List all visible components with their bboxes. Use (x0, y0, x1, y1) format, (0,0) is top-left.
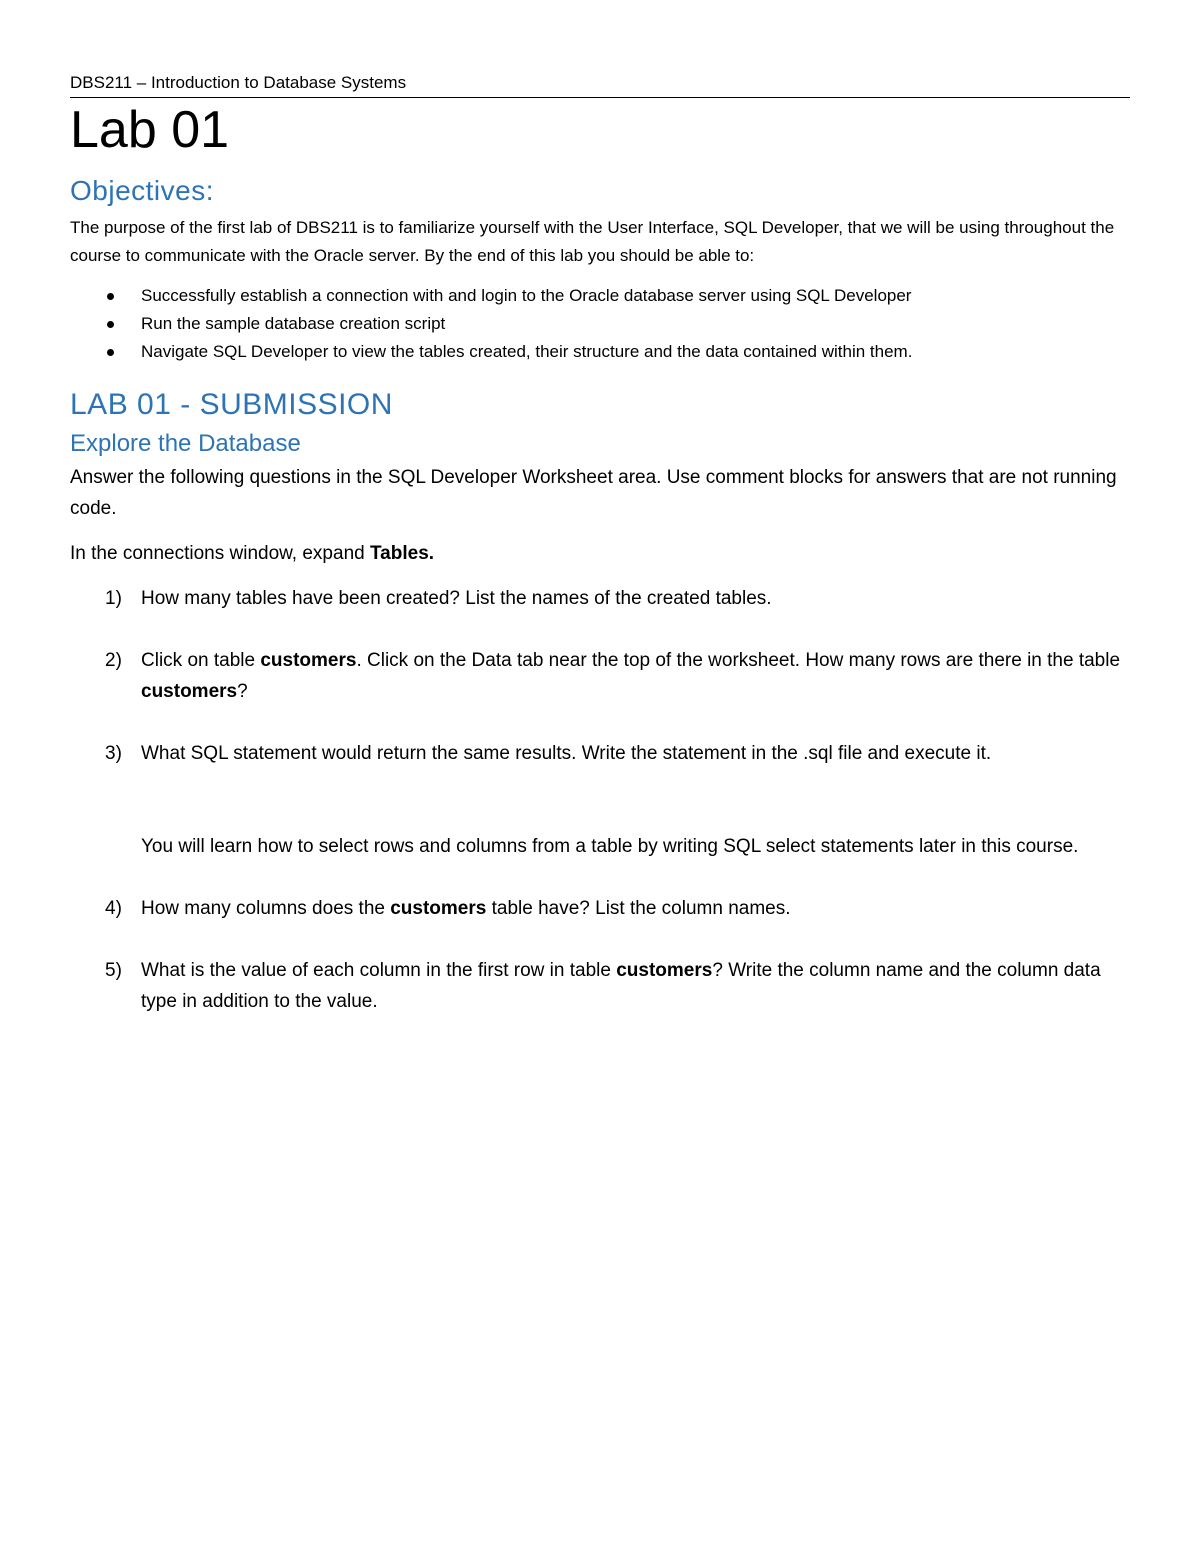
customers-keyword: customers (616, 960, 713, 981)
question-number: 2) (105, 650, 122, 671)
question-number: 3) (105, 743, 122, 764)
objective-item (70, 338, 1130, 366)
objective-text: Navigate SQL Developer to view the tables created, their structure and the data contained within them. (141, 342, 913, 361)
objectives-list (70, 282, 1130, 366)
question-text: How many columns does the (141, 898, 391, 919)
question-text: What SQL statement would return the same results. Write the statement in the .sql file and execute it. (141, 743, 992, 764)
objective-item (70, 282, 1130, 310)
question-text: ? Write the column name and the column data type in addition to the value. (141, 960, 1101, 1012)
document-page (70, 72, 1130, 1048)
objective-item (70, 310, 1130, 338)
question-item (70, 955, 1130, 1017)
objective-text: Successfully establish a connection with and login to the Oracle database server using SQL Developer (141, 286, 912, 305)
question-number: 5) (105, 960, 122, 981)
question-number: 1) (105, 588, 122, 609)
objectives-heading: Objectives: (70, 175, 214, 206)
question-text: . Click on the Data tab near the top of the worksheet. How many rows are there in the table (356, 650, 1121, 671)
question-text: ? (237, 681, 248, 702)
submission-heading: LAB 01 - SUBMISSION (70, 388, 393, 421)
customers-keyword: customers (141, 681, 238, 702)
question-note: You will learn how to select rows and columns from a table by writing SQL select statements later in this course. (141, 836, 1079, 857)
explore-heading: Explore the Database (70, 430, 301, 457)
question-text: Click on table (141, 650, 261, 671)
tables-keyword: Tables. (369, 543, 435, 564)
customers-keyword: customers (390, 898, 487, 919)
question-item (70, 645, 1130, 707)
course-header: DBS211 – Introduction to Database Systems (70, 72, 1130, 98)
question-text: What is the value of each column in the first row in table (141, 960, 617, 981)
bullet-icon (107, 321, 114, 328)
submission-instructions: Answer the following questions in the SQL Developer Worksheet area. Use comment blocks for answers that are not running code. (70, 467, 1117, 519)
question-text: table have? List the column names. (486, 898, 791, 919)
question-item (70, 738, 1130, 862)
question-text: How many tables have been created? List the names of the created tables. (141, 588, 772, 609)
bullet-icon (107, 349, 114, 356)
question-item (70, 893, 1130, 924)
expand-text: In the connections window, expand (70, 543, 370, 564)
customers-keyword: customers (260, 650, 357, 671)
bullet-icon (107, 293, 114, 300)
objectives-intro: The purpose of the first lab of DBS211 is to familiarize yourself with the User Interface, SQL Developer, that we will be using throughout the course to communicate with the Oracle server. By the end of this lab you should be able to: (70, 218, 1115, 265)
questions-list (70, 583, 1130, 1017)
question-number: 4) (105, 898, 122, 919)
page-title: Lab 01 (70, 101, 230, 159)
question-item (70, 583, 1130, 614)
expand-instruction (70, 538, 1130, 569)
objective-text: Run the sample database creation script (141, 314, 446, 333)
